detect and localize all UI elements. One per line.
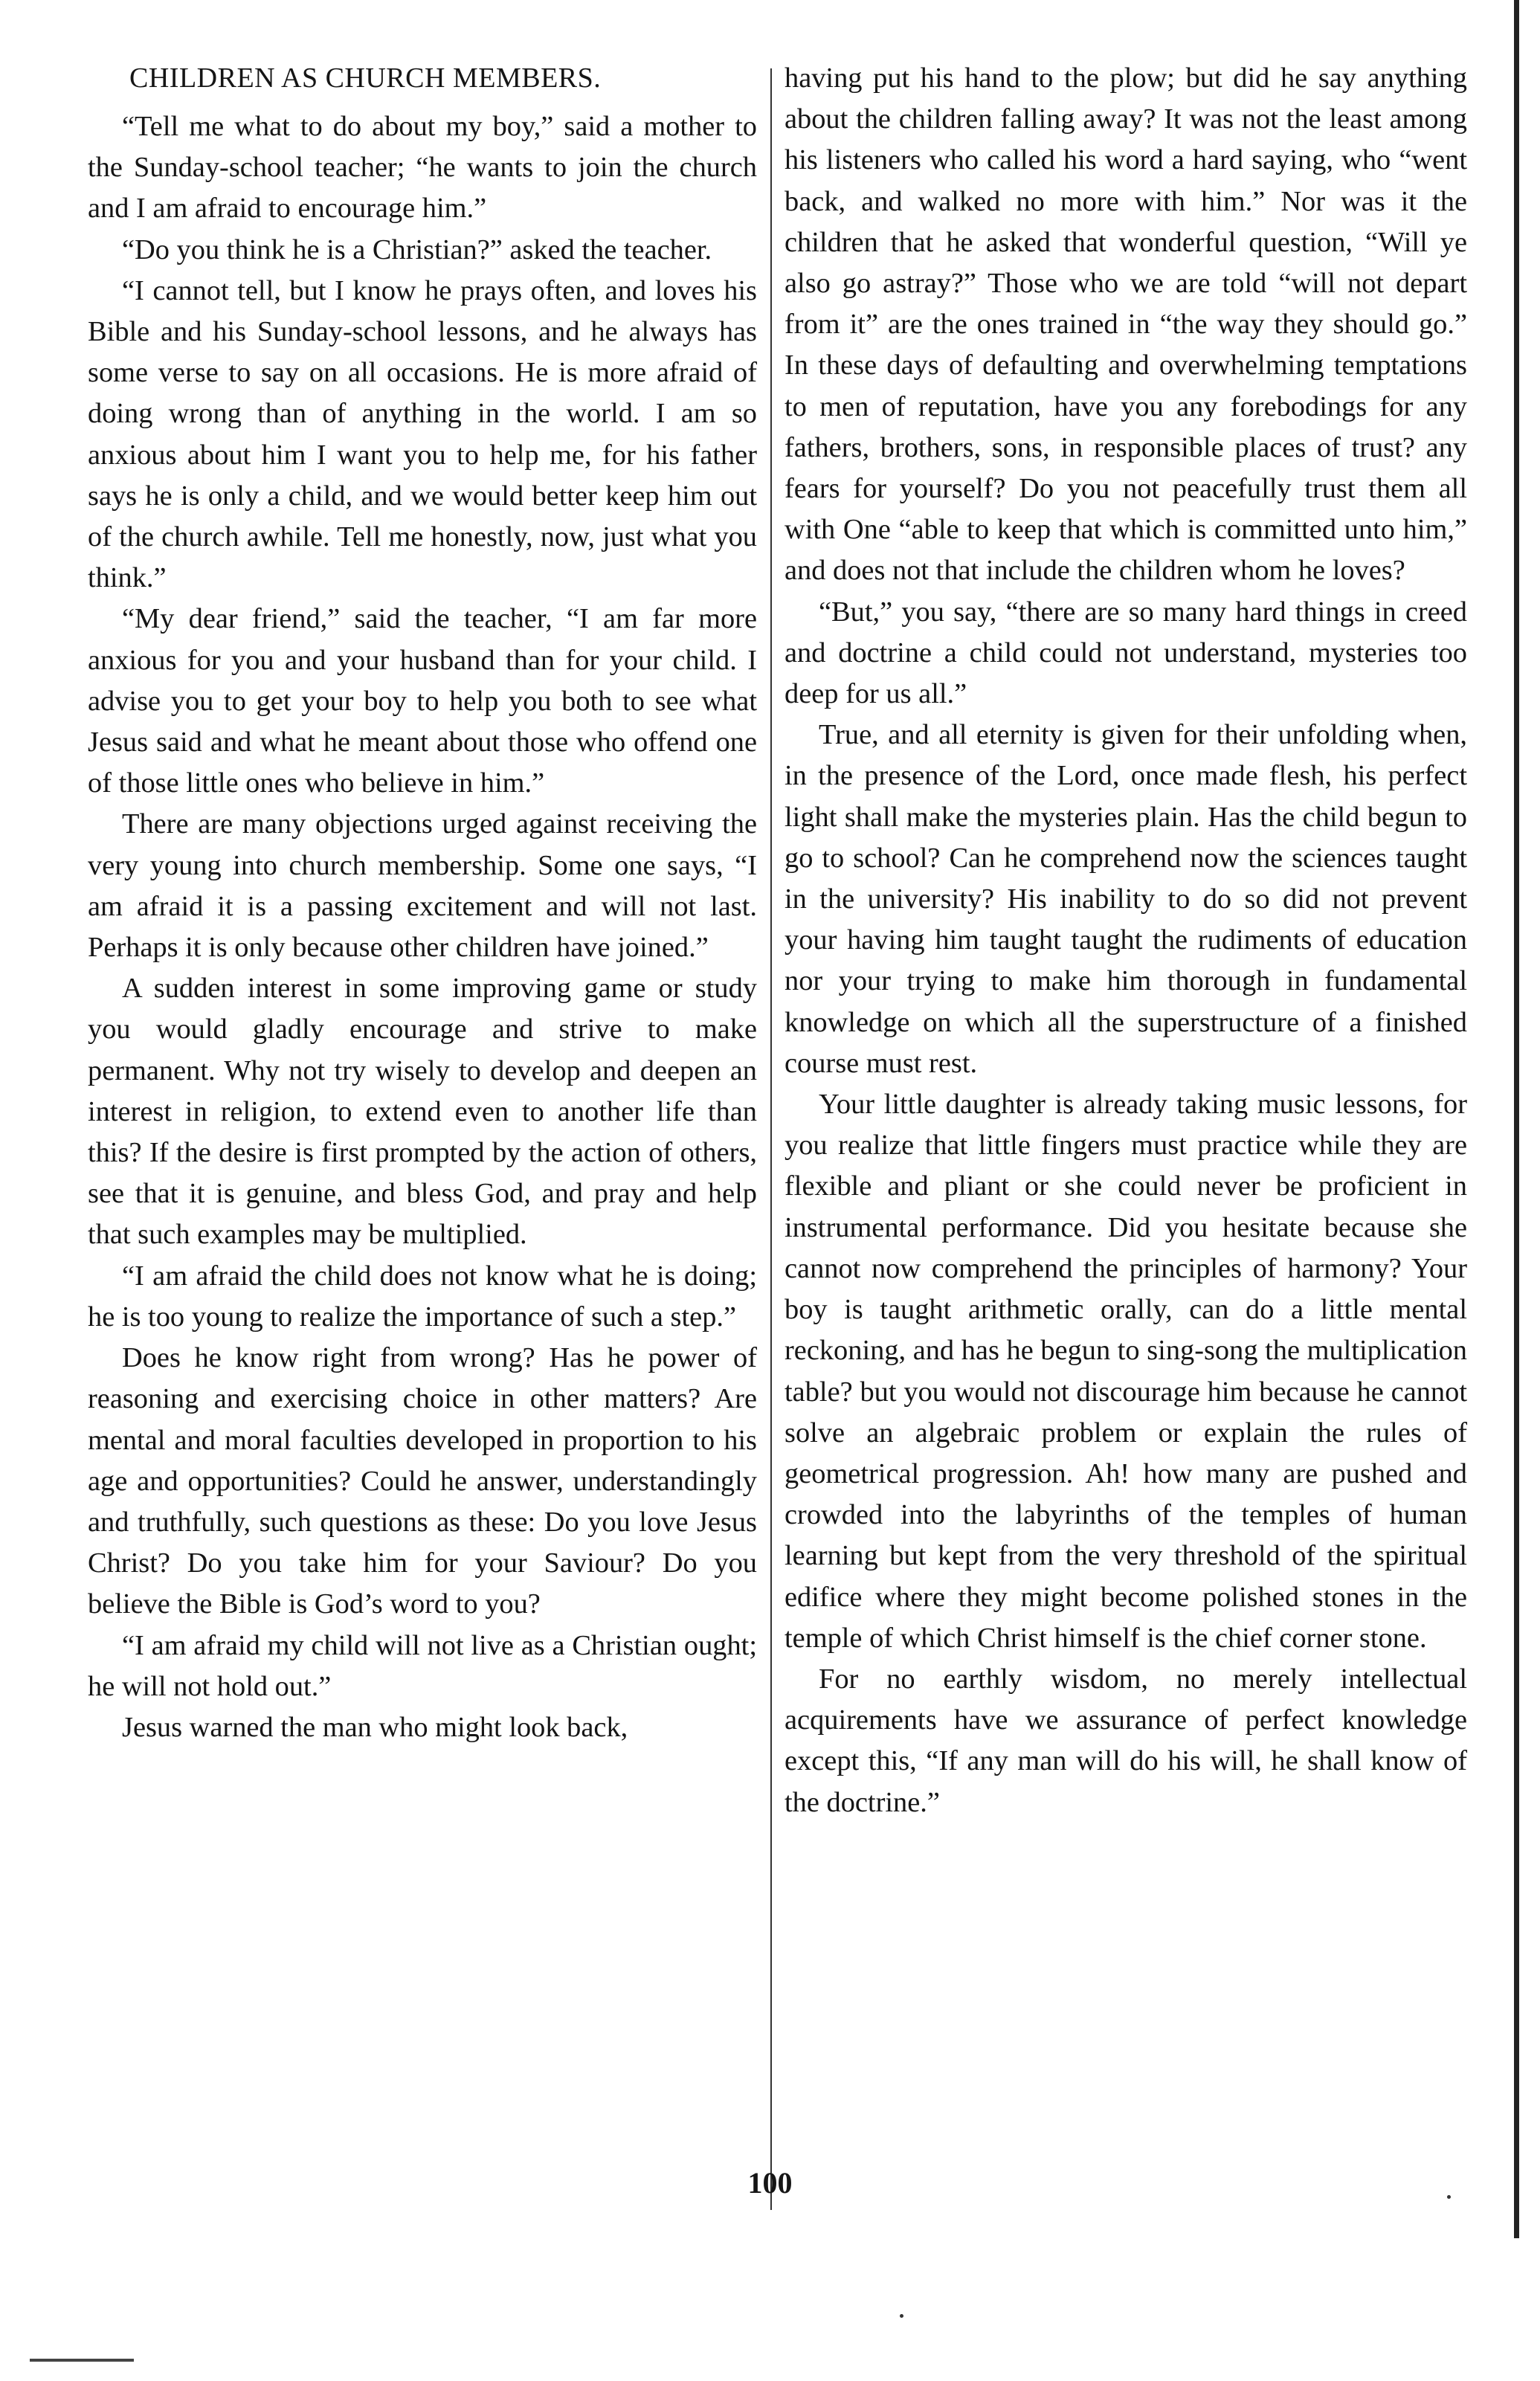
paragraph: Jesus warned the man who might look back, bbox=[122, 1711, 628, 1743]
paragraph: “But,” you say, “there are so many hard things in creed and doctrine a child could not understand, mysteries too deep for us all.” bbox=[785, 596, 1467, 710]
paragraph: “I am afraid the child does not know what he is doing; he is too young to realize the importance of such a step.” bbox=[88, 1260, 757, 1333]
paragraph: “My dear friend,” said the teacher, “I am far more anxious for you and your husband than for your child. I advise you to get your boy to help you both to see what Jesus said and what he meant about those who offend one of those little ones who believe in him.” bbox=[88, 603, 757, 799]
paragraph: Your little daughter is already taking music lessons, for you realize that little fingers must practice while they are flexible and pliant or she could never be proficient in instrumental performance. Did you hesitate because she cannot now comprehend the principles of harmony? Your boy is taught arithmetic orally, can do a little mental reckoning, and has he begun to sing-song the multiplication table? but you would not discourage him because he cannot solve an algebraic problem or explain the rules of geometrical progression. Ah! how many are pushed and crowded into the labyrinths of the temples of human learning but kept from the very threshold of the spiritual edifice where they might become polished stones in the temple of which Christ himself is the chief corner stone. bbox=[785, 1089, 1468, 1654]
page-edge-rule bbox=[1514, 0, 1519, 2238]
right-column bbox=[785, 58, 1467, 2162]
column-divider bbox=[770, 68, 772, 2210]
left-column bbox=[88, 58, 757, 2162]
paragraph: “I cannot tell, but I know he prays often, and loves his Bible and his Sunday-school lessons, and he always has some verse to say on all occasions. He is more afraid of doing wrong than of anything in the world. I am so anxious about him I want you to help me, for his father says he is only a child, and we would better keep him out of the church awhile. Tell me honestly, now, just what you think.” bbox=[88, 274, 757, 594]
scan-speck bbox=[1447, 2195, 1451, 2199]
paragraph: “I am afraid my child will not live as a Christian ought; he will not hold out.” bbox=[88, 1629, 757, 1702]
paragraph-continuation: having put his hand to the plow; but did he say anything about the children falling away? It was not the least among his listeners who called his word a hard saying, who “went back, and walked no more with him.” Nor was it the children that he asked that wonderful question, “Will ye also go astray?” Those who we are told “will not depart from it” are the ones trained in “the way they should go.” In these days of defaulting and overwhelming temptations to men of reputation, have you any forebodings for any fathers, brothers, sons, in responsible places of trust? any fears for yourself? Do you not peacefully trust them all with One “able to keep that which is committed unto him,” and does not that include the children whom he loves? bbox=[785, 62, 1467, 587]
page-number: 100 bbox=[747, 2166, 793, 2200]
paragraph: A sudden interest in some improving game or study you would gladly encourage and strive to make permanent. Why not try wisely to develop and deepen an interest in religion, to extend even to another life than this? If the desire is first prompted by the action of others, see that it is genuine, and bless God, and pray and help that such examples may be multiplied. bbox=[88, 973, 757, 1251]
article-title: CHILDREN AS CHURCH MEMBERS. bbox=[129, 62, 602, 94]
scan-speck bbox=[900, 2314, 903, 2318]
paragraph: True, and all eternity is given for their unfolding when, in the presence of the Lord, once made flesh, his perfect light shall make the mysteries plain. Has the child begun to go to school? Can he comprehend now the sciences taught in the university? His inability to do so did not prevent your having him taught taught the rudiments of education nor your trying to make him thorough in fundamental knowledge on which all the superstructure of a finished course must rest. bbox=[785, 719, 1467, 1079]
paragraph: There are many objections urged against receiving the very young into church membership. Some one says, “I am afraid it is a passing excitement and will not last. Perhaps it is only because other children have joined.” bbox=[88, 808, 757, 964]
paragraph: “Tell me what to do about my boy,” said a mother to the Sunday-school teacher; “he wants to join the church and I am afraid to encourage him.” bbox=[88, 111, 757, 225]
paragraph: Does he know right from wrong? Has he power of reasoning and exercising choice in other matters? Are mental and moral faculties developed in proportion to his age and opportunities? Could he answer, understandingly and truthfully, such questions as these: Do you love Jesus Christ? Do you take him for your Saviour? Do you believe the Bible is God’s word to you? bbox=[88, 1342, 757, 1620]
paragraph: For no earthly wisdom, no merely intellectual acquirements have we assurance of perfect knowledge except this, “If any man will do his will, he shall know of the doctrine.” bbox=[785, 1663, 1467, 1818]
paragraph: “Do you think he is a Christian?” asked the teacher. bbox=[122, 233, 712, 265]
scan-mark bbox=[30, 2359, 134, 2362]
